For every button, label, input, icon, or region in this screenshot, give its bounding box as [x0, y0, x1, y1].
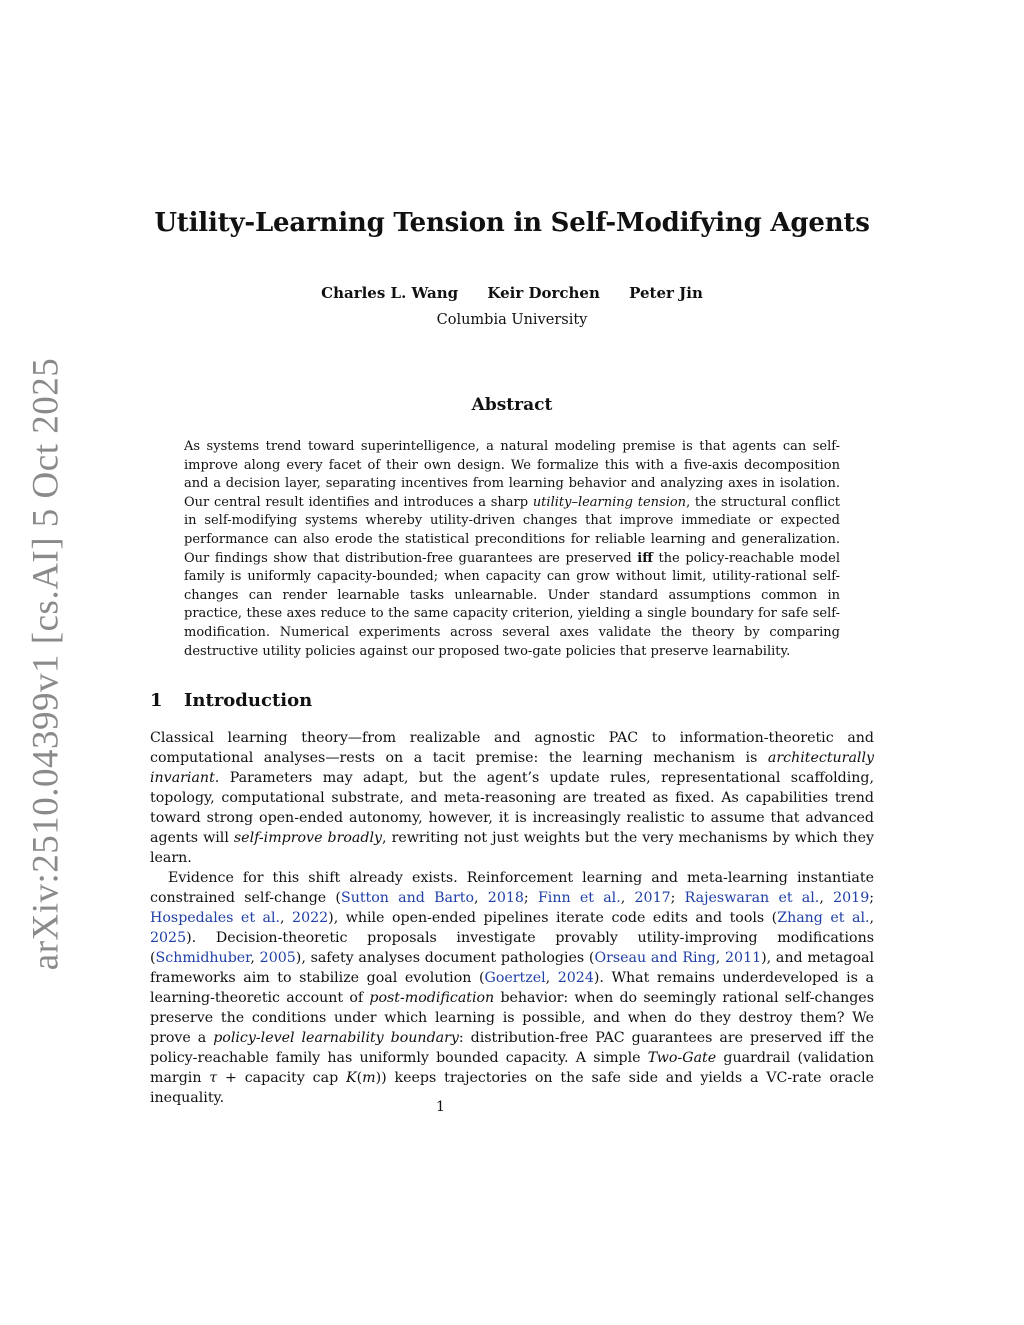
section-number: 1: [150, 690, 163, 711]
author-name: Charles L. Wang: [321, 284, 459, 302]
section-heading-introduction: [150, 690, 312, 711]
author-name: Keir Dorchen: [487, 284, 600, 302]
citation-link[interactable]: Rajeswaran et al.: [684, 890, 820, 906]
text-fragment: )) keeps trajectories on the safe side and yields a VC-rate oracle inequality.: [150, 1070, 875, 1106]
text-fragment: ,: [280, 910, 293, 926]
math-symbol-m: m: [362, 1070, 376, 1086]
citation-link[interactable]: Finn et al.: [537, 890, 621, 906]
text-fragment: ), and metagoal frameworks aim to stabilize goal evolution (: [150, 950, 874, 986]
author-affiliation: Columbia University: [436, 312, 588, 328]
text-fragment: ), safety analyses document pathologies (: [295, 950, 595, 966]
paper-title: Utility-Learning Tension in Self-Modifying Agents: [154, 208, 870, 238]
text-fragment: (: [356, 1070, 363, 1086]
paragraph: [150, 728, 874, 868]
text-fragment: . Parameters may adapt, but the agent’s update rules, representational scaffolding, topology, computational substrate, and meta-reasoning are treated as fixed. As capabilities trend toward strong open-ended autonomy, however, it is increasingly realistic to assume that advanced agents will: [150, 770, 874, 846]
citation-link[interactable]: Schmidhuber: [155, 950, 251, 966]
page-number-value: 1: [436, 1099, 445, 1115]
citation-link[interactable]: Goertzel: [484, 970, 546, 986]
citation-year-link[interactable]: 2024: [557, 970, 594, 986]
text-fragment: ). Decision-theoretic proposals investigate provably utility-improving modifications (: [150, 930, 874, 966]
text-fragment: ;: [869, 890, 874, 906]
citation-link[interactable]: Orseau and Ring: [594, 950, 716, 966]
emphasis: self-improve broadly: [233, 830, 383, 846]
text-fragment: ,: [545, 970, 558, 986]
abstract-heading: Abstract: [471, 395, 553, 415]
text-fragment: : distribution-free PAC guarantees are preserved iff the policy-reachable family has uniformly bounded capacity. A simple: [150, 1030, 874, 1066]
text-fragment: guardrail (validation margin: [150, 1050, 874, 1086]
emphasis: post-modification: [369, 990, 495, 1006]
introduction-body: [150, 728, 874, 1108]
arxiv-identifier-watermark: arXiv:2510.04399v1 [cs.AI] 5 Oct 2025: [25, 357, 67, 971]
citation-link[interactable]: Zhang et al.: [777, 910, 870, 926]
citation-year-link[interactable]: 2017: [634, 890, 671, 906]
abstract-fragment: the policy-reachable model family is uniformly capacity-bounded; when capacity can grow without limit, utility-rational self-changes can render learnable tasks unlearnable. Under standard assumptions common in practice, these axes reduce to the same capacity criterion, yielding a single boundary for safe self-modification. Numerical experiments across several axes validate the theory by comparing destructive utility policies against our proposed two-gate policies that preserve learnability.: [184, 550, 840, 659]
abstract-text: [184, 438, 840, 661]
author-list: [0, 284, 1024, 302]
citation-link[interactable]: Hospedales et al.: [150, 910, 281, 926]
page-number: [0, 1099, 874, 1115]
text-fragment: ,: [474, 890, 488, 906]
text-fragment: ,: [250, 950, 260, 966]
citation-year-link[interactable]: 2025: [150, 930, 187, 946]
citation-year-link[interactable]: 2018: [487, 890, 524, 906]
text-fragment: Classical learning theory—from realizable and agnostic PAC to information-theoretic and computational analyses—rests on a tacit premise: the learning mechanism is: [150, 730, 874, 766]
author-name: Peter Jin: [629, 284, 703, 302]
emphasis: Two-Gate: [647, 1050, 717, 1066]
abstract-fragment: As systems trend toward superintelligence, a natural modeling premise is that agents can self-improve along every facet of their own design. We formalize this with a five-axis decomposition and a decision layer, separating incentives from learning behavior and analyzing axes in isolation. Our central result identifies and introduces a sharp: [184, 439, 840, 510]
text-fragment: ,: [819, 890, 834, 906]
citation-year-link[interactable]: 2011: [725, 950, 762, 966]
text-fragment: + capacity cap: [217, 1070, 347, 1086]
text-fragment: ), while open-ended pipelines iterate code edits and tools (: [328, 910, 778, 926]
citation-year-link[interactable]: 2019: [833, 890, 870, 906]
abstract-bold-term: iff: [637, 550, 653, 566]
emphasis: architecturally invariant: [150, 750, 874, 786]
emphasis: policy-level learnability boundary: [213, 1030, 459, 1046]
citation-year-link[interactable]: 2022: [292, 910, 329, 926]
text-fragment: Evidence for this shift already exists. Reinforcement learning and meta-learning instantiate constrained self-change (: [150, 870, 874, 906]
text-fragment: ;: [523, 890, 538, 906]
text-fragment: ;: [670, 890, 685, 906]
section-title: Introduction: [184, 690, 313, 711]
citation-year-link[interactable]: 2005: [259, 950, 296, 966]
text-fragment: behavior: when do seemingly rational self-changes preserve the conditions under which learning is possible, and when do they destroy them? We prove a: [150, 990, 874, 1046]
text-fragment: ,: [620, 890, 635, 906]
math-symbol-k: K: [346, 1070, 357, 1086]
text-fragment: ,: [715, 950, 726, 966]
citation-link[interactable]: Sutton and Barto: [340, 890, 475, 906]
math-symbol-tau: τ: [209, 1070, 218, 1086]
text-fragment: , rewriting not just weights but the very mechanisms by which they learn.: [150, 830, 874, 866]
paragraph: [150, 868, 874, 1108]
abstract-emphasis: utility–learning tension: [532, 494, 687, 510]
abstract-fragment: , the structural conflict in self-modifying systems whereby utility-driven changes that improve immediate or expected performance can also erode the statistical preconditions for reliable learning and generalization. Our findings show that distribution-free guarantees are preserved: [184, 494, 840, 566]
text-fragment: ). What remains underdeveloped is a learning-theoretic account of: [150, 970, 874, 1006]
text-fragment: ,: [869, 910, 875, 926]
